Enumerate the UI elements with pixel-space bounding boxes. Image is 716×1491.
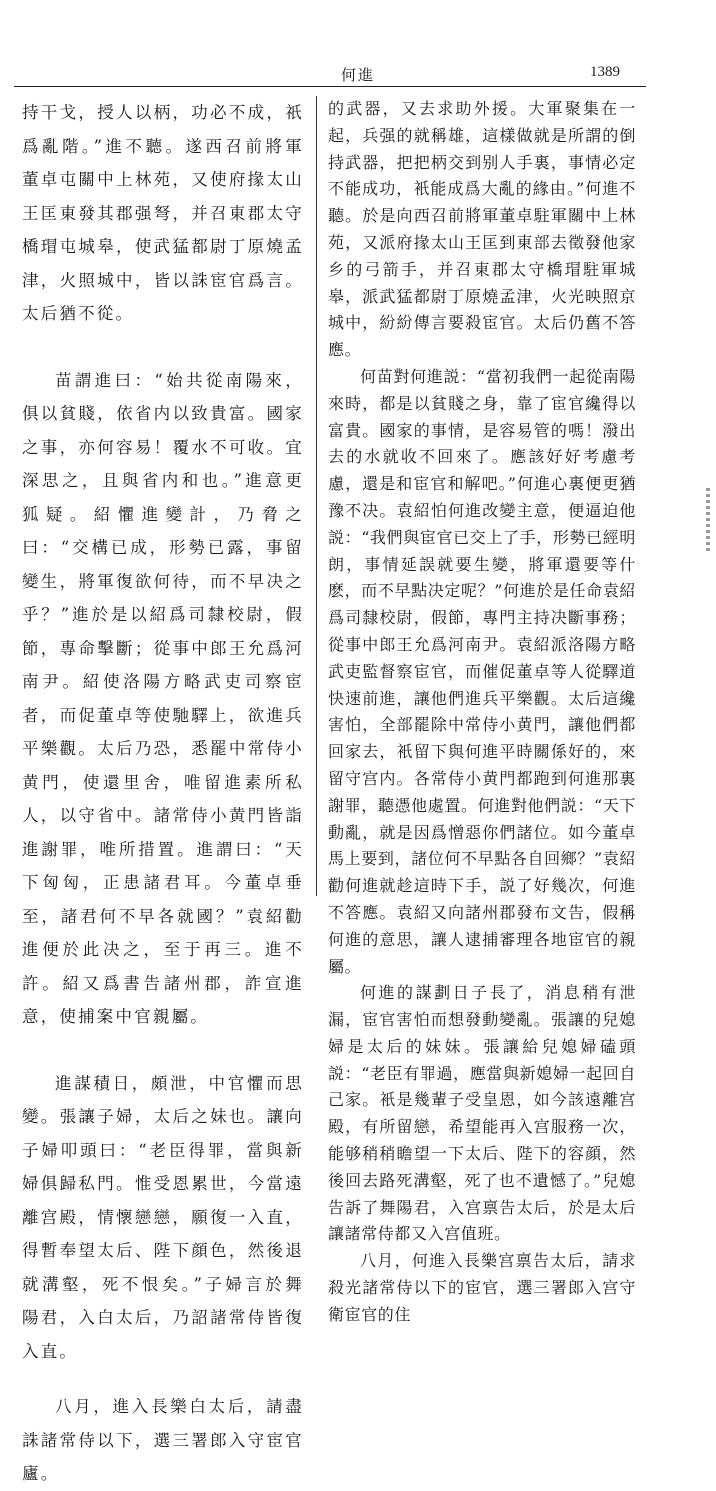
running-header-title: 何進 — [340, 66, 375, 84]
translation-paragraph: 何進的謀劃日子長了，消息稍有泄漏，宦官害怕而想發動變亂。張讓的兒媳婦是太后的妹妹。張讓給兒媳婦磕頭説：“老臣有罪過，應當與新媳婦一起回自己家。衹是幾輩子受皇恩，如今該遠離宫殿，有所留戀，希望能再入宫服務一次，能够稍稍瞻望一下太后、陛下的容顔，然後回去路死溝壑，死了也不遺憾了。”兒媳告訴了舞陽君，入宫禀告太后，於是太后讓諸常侍都又入宫值班。 — [328, 983, 636, 1244]
classical-paragraph: 進謀積日，頗泄，中官懼而思變。張讓子婦，太后之妹也。讓向子婦叩頭曰：“老臣得罪，當與新婦俱歸私門。惟受恩累世，今當遠離宫殿，情懷戀戀，願復一入直，得暫奉望太后、陛下顔色，然後退就溝壑，死不恨矣。”子婦言於舞陽君，入白太后，乃詔諸常侍皆復入直。 — [22, 1073, 304, 1361]
classical-paragraph: 持干戈，授人以柄，功必不成，祇爲亂階。”進不聽。遂西召前將軍董卓屯關中上林苑，又使府掾太山王匡東發其郡强弩，并召東郡太守橋瑁屯城皋，使武猛都尉丁原燒孟津，火照城中，皆以誅宦官爲言。太后猶不從。 — [22, 103, 304, 323]
translation-paragraph: 的武器，又去求助外援。大軍聚集在一起，兵强的就稱雄，這樣做就是所謂的倒持武器，把把柄交到别人手裏，事情必定不能成功，衹能成爲大亂的緣由。”何進不聽。於是向西召前將軍董卓駐軍關中上林苑，又派府掾太山王匡到東部去徵發他家乡的弓箭手，并召東郡太守橋瑁駐軍城皋，派武猛都尉丁原燒孟津，火光映照京城中，紛紛傳言要殺宦官。太后仍舊不答應。 — [328, 99, 636, 360]
modern-translation-column — [328, 96, 636, 1329]
classical-paragraph: 苗謂進曰：“始共從南陽來，俱以貧賤，依省内以致貴富。國家之事，亦何容易！覆水不可收。宜深思之，且與省内和也。”進意更狐疑。紹懼進變計，乃脅之曰：“交構已成，形勢已露，事留變生，將軍復欲何待，而不早决之乎？”進於是以紹爲司隸校尉，假節，專命擊斷；從事中郎王允爲河南尹。紹使洛陽方略武吏司察宦者，而促董卓等使馳驛上，欲進兵平樂觀。太后乃恐，悉罷中常侍小黄門，使還里舍，唯留進素所私人，以守省中。諸常侍小黄門皆詣進謝罪，唯所措置。進謂曰：“天下匈匈，正患諸君耳。今董卓垂至，諸君何不早各就國？”袁紹勸進便於此决之，至于再三。進不許。紹又爲書告諸州郡，詐宣進意，使捕案中官親屬。 — [22, 370, 304, 1026]
scan-edge-mark — [706, 488, 710, 552]
classical-text-column — [22, 96, 304, 1491]
translation-paragraph: 八月，何進入長樂宫禀告太后，請求殺光諸常侍以下的宦官，選三署郎入宫守衛宦官的住 — [328, 1251, 636, 1324]
column-divider — [316, 96, 317, 896]
translation-paragraph: 何苗對何進説：“當初我們一起從南陽來時，都是以貧賤之身，靠了宦官纔得以富貴。國家的事情，是容易管的嗎！潑出去的水就收不回來了。應該好好考慮考慮，還是和宦官和解吧。”何進心裏便更猶豫不决。袁紹怕何進改變主意，便逼迫他説：“我們與宦官已交上了手，形勢已經明朗，事情延誤就要生變，將軍還要等什麽，而不早點决定呢？”何進於是任命袁紹爲司隸校尉，假節，專門主持决斷事務；從事中郎王允爲河南尹。袁紹派洛陽方略武吏監督察宦官，而催促董卓等人從驛道快速前進，讓他們進兵平樂觀。太后這纔害怕，全部罷除中常侍小黄門，讓他們都回家去，衹留下與何進平時關係好的，來留守宫内。各常侍小黄門都跑到何進那裏謝罪，聽憑他處置。何進對他們説：“天下動亂，就是因爲憎惡你們諸位。如今董卓馬上要到，諸位何不早點各自回鄉？”袁紹勸何進就趁這時下手，説了好幾次，何進不答應。袁紹又向諸州郡發布文告，假稱何進的意思，讓人逮捕審理各地宦官的親屬。 — [328, 366, 636, 976]
classical-paragraph: 八月，進入長樂白太后，請盡誅諸常侍以下，選三署郎入守宦官廬。 — [22, 1397, 304, 1483]
page-number: 1389 — [590, 64, 620, 80]
header-rule — [14, 86, 646, 87]
